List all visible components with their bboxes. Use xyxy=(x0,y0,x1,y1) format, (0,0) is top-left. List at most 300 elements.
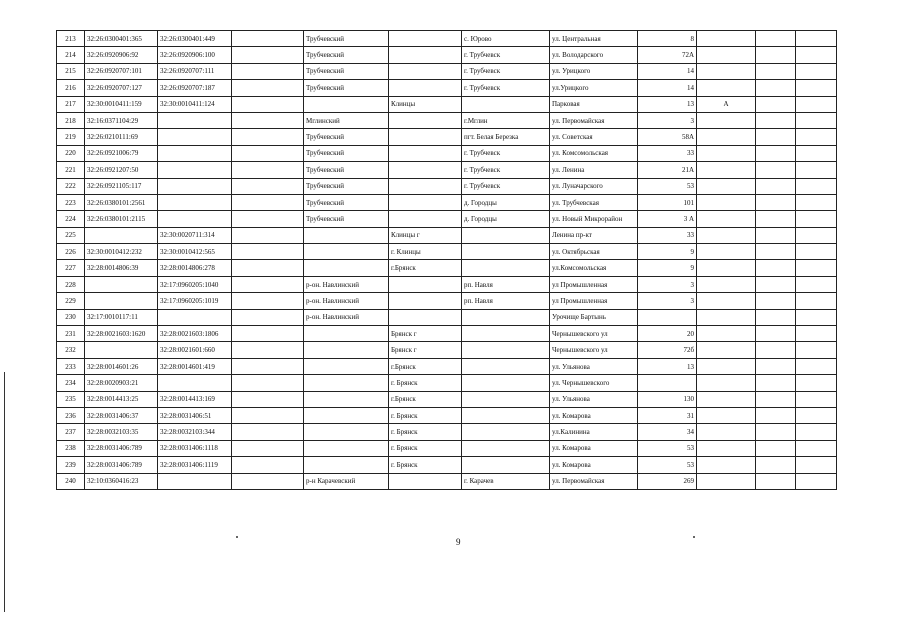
table-row xyxy=(57,227,837,243)
cell-street: ул. Комарова xyxy=(550,457,638,473)
table-row xyxy=(57,211,837,227)
table-row xyxy=(57,358,837,374)
cell-region xyxy=(232,129,304,145)
cell-row-number: 229 xyxy=(57,293,85,309)
cell-cadastral-number: 32:17:0010117:11 xyxy=(85,309,158,325)
cell-flat xyxy=(756,293,796,309)
cell-cadastral-number: 32:28:0014806:39 xyxy=(85,260,158,276)
cell-extra xyxy=(796,178,837,194)
cell-district xyxy=(304,96,389,112)
cell-settlement xyxy=(462,407,550,423)
cell-district xyxy=(304,391,389,407)
cell-cadastral-number xyxy=(85,293,158,309)
cell-cadastral-number: 32:26:0921105:117 xyxy=(85,178,158,194)
cell-building-cadastral-number xyxy=(158,112,232,128)
cell-building xyxy=(697,424,756,440)
cell-street: ул.Комсомольская xyxy=(550,260,638,276)
cell-flat xyxy=(756,96,796,112)
cell-city: г. Брянск xyxy=(389,375,462,391)
cell-district: Трубчевский xyxy=(304,194,389,210)
cell-house-number: 3 xyxy=(638,276,697,292)
cell-district: р-он. Навлинский xyxy=(304,276,389,292)
cell-district: Трубчевский xyxy=(304,162,389,178)
cell-district: Трубчевский xyxy=(304,47,389,63)
cell-extra xyxy=(796,260,837,276)
cell-house-number: 20 xyxy=(638,326,697,342)
cell-building xyxy=(697,473,756,489)
cell-row-number: 228 xyxy=(57,276,85,292)
table-row xyxy=(57,145,837,161)
cell-cadastral-number: 32:28:0032103:35 xyxy=(85,424,158,440)
cell-row-number: 224 xyxy=(57,211,85,227)
cell-house-number: 53 xyxy=(638,178,697,194)
cell-settlement: г. Трубчевск xyxy=(462,80,550,96)
cell-flat xyxy=(756,63,796,79)
cell-region xyxy=(232,178,304,194)
table-row xyxy=(57,407,837,423)
cell-building-cadastral-number xyxy=(158,194,232,210)
cell-row-number: 214 xyxy=(57,47,85,63)
cell-row-number: 220 xyxy=(57,145,85,161)
cell-cadastral-number: 32:26:0920707:101 xyxy=(85,63,158,79)
cell-building xyxy=(697,391,756,407)
cell-extra xyxy=(796,211,837,227)
cell-row-number: 216 xyxy=(57,80,85,96)
cell-region xyxy=(232,227,304,243)
cell-extra xyxy=(796,194,837,210)
cell-extra xyxy=(796,342,837,358)
cell-cadastral-number: 32:26:0920906:92 xyxy=(85,47,158,63)
cell-house-number: 3 xyxy=(638,293,697,309)
table-row xyxy=(57,80,837,96)
cell-extra xyxy=(796,293,837,309)
cell-house-number: 9 xyxy=(638,244,697,260)
cell-cadastral-number: 32:26:0921207:50 xyxy=(85,162,158,178)
cell-flat xyxy=(756,342,796,358)
cell-district xyxy=(304,260,389,276)
cell-row-number: 215 xyxy=(57,63,85,79)
scan-speck xyxy=(236,536,238,538)
cell-building-cadastral-number xyxy=(158,178,232,194)
cell-city xyxy=(389,473,462,489)
cell-house-number: 33 xyxy=(638,227,697,243)
cell-cadastral-number: 32:26:0380101:2115 xyxy=(85,211,158,227)
cell-cadastral-number xyxy=(85,342,158,358)
cell-building xyxy=(697,194,756,210)
table-row xyxy=(57,293,837,309)
table-row xyxy=(57,194,837,210)
cell-settlement xyxy=(462,424,550,440)
cell-building-cadastral-number: 32:30:0010411:124 xyxy=(158,96,232,112)
cell-city xyxy=(389,293,462,309)
cell-cadastral-number: 32:10:0360416:23 xyxy=(85,473,158,489)
table-row xyxy=(57,424,837,440)
cell-building xyxy=(697,309,756,325)
cell-building-cadastral-number: 32:26:0920707:187 xyxy=(158,80,232,96)
cell-extra xyxy=(796,457,837,473)
cell-house-number: 101 xyxy=(638,194,697,210)
cell-street: ул. Первомайская xyxy=(550,112,638,128)
cell-city: г.Брянск xyxy=(389,260,462,276)
cell-flat xyxy=(756,80,796,96)
cell-house-number: 31 xyxy=(638,407,697,423)
cell-extra xyxy=(796,47,837,63)
cell-settlement xyxy=(462,326,550,342)
cell-settlement xyxy=(462,457,550,473)
cell-extra xyxy=(796,407,837,423)
cell-row-number: 231 xyxy=(57,326,85,342)
cell-city xyxy=(389,162,462,178)
cell-building-cadastral-number: 32:28:0021601:660 xyxy=(158,342,232,358)
table-row xyxy=(57,96,837,112)
cell-flat xyxy=(756,407,796,423)
cell-settlement: с. Юрово xyxy=(462,31,550,47)
cell-building-cadastral-number: 32:28:0032103:344 xyxy=(158,424,232,440)
cell-region xyxy=(232,96,304,112)
cell-building xyxy=(697,440,756,456)
cell-building xyxy=(697,276,756,292)
cell-extra xyxy=(796,473,837,489)
cell-house-number: 13 xyxy=(638,96,697,112)
cell-row-number: 235 xyxy=(57,391,85,407)
cell-building-cadastral-number xyxy=(158,473,232,489)
cell-row-number: 225 xyxy=(57,227,85,243)
scan-edge-mark xyxy=(4,372,5,612)
cell-settlement xyxy=(462,342,550,358)
table-row xyxy=(57,129,837,145)
cell-settlement: г. Трубчевск xyxy=(462,145,550,161)
cell-street: Чернышевского ул xyxy=(550,326,638,342)
cell-region xyxy=(232,276,304,292)
cell-region xyxy=(232,309,304,325)
cell-house-number: 3 А xyxy=(638,211,697,227)
cell-row-number: 219 xyxy=(57,129,85,145)
cell-flat xyxy=(756,326,796,342)
cell-building xyxy=(697,211,756,227)
cell-street: Ленина пр-кт xyxy=(550,227,638,243)
cell-extra xyxy=(796,375,837,391)
cell-street: Урочище Бартынь xyxy=(550,309,638,325)
cell-region xyxy=(232,260,304,276)
address-register-table xyxy=(56,30,837,490)
cell-district: Трубчевский xyxy=(304,63,389,79)
cell-city: г. Брянск xyxy=(389,457,462,473)
cell-flat xyxy=(756,178,796,194)
cell-extra xyxy=(796,440,837,456)
cell-building xyxy=(697,293,756,309)
cell-region xyxy=(232,211,304,227)
cell-settlement: г. Трубчевск xyxy=(462,47,550,63)
cell-cadastral-number: 32:28:0031406:789 xyxy=(85,457,158,473)
cell-building-cadastral-number xyxy=(158,309,232,325)
cell-house-number: 53 xyxy=(638,457,697,473)
cell-extra xyxy=(796,63,837,79)
cell-street: ул.Урицкого xyxy=(550,80,638,96)
cell-building xyxy=(697,80,756,96)
cell-extra xyxy=(796,129,837,145)
cell-row-number: 237 xyxy=(57,424,85,440)
cell-cadastral-number: 32:26:0380101:2561 xyxy=(85,194,158,210)
cell-street: ул.Калинина xyxy=(550,424,638,440)
cell-building xyxy=(697,407,756,423)
table-row xyxy=(57,473,837,489)
cell-row-number: 239 xyxy=(57,457,85,473)
cell-region xyxy=(232,407,304,423)
cell-flat xyxy=(756,457,796,473)
cell-building-cadastral-number xyxy=(158,375,232,391)
cell-cadastral-number: 32:26:0300401:365 xyxy=(85,31,158,47)
cell-extra xyxy=(796,31,837,47)
cell-row-number: 240 xyxy=(57,473,85,489)
cell-flat xyxy=(756,112,796,128)
cell-street: ул. Володарского xyxy=(550,47,638,63)
cell-building-cadastral-number xyxy=(158,145,232,161)
cell-district xyxy=(304,326,389,342)
cell-building-cadastral-number: 32:26:0920906:100 xyxy=(158,47,232,63)
cell-row-number: 217 xyxy=(57,96,85,112)
cell-region xyxy=(232,473,304,489)
cell-cadastral-number xyxy=(85,227,158,243)
cell-house-number: 72А xyxy=(638,47,697,63)
cell-house-number: 8 xyxy=(638,31,697,47)
cell-house-number: 9 xyxy=(638,260,697,276)
cell-extra xyxy=(796,391,837,407)
cell-building xyxy=(697,260,756,276)
cell-extra xyxy=(796,276,837,292)
cell-cadastral-number: 32:26:0921006:79 xyxy=(85,145,158,161)
cell-street: ул. Чернышевского xyxy=(550,375,638,391)
cell-settlement xyxy=(462,358,550,374)
cell-city xyxy=(389,63,462,79)
cell-building-cadastral-number: 32:30:0020711:314 xyxy=(158,227,232,243)
cell-district: р-он. Навлинский xyxy=(304,293,389,309)
cell-settlement: г. Трубчевск xyxy=(462,178,550,194)
cell-building xyxy=(697,375,756,391)
table-row xyxy=(57,276,837,292)
cell-flat xyxy=(756,129,796,145)
cell-settlement: г. Карачев xyxy=(462,473,550,489)
cell-flat xyxy=(756,276,796,292)
cell-house-number xyxy=(638,309,697,325)
cell-district: Трубчевский xyxy=(304,145,389,161)
table-row xyxy=(57,326,837,342)
cell-region xyxy=(232,391,304,407)
cell-street: ул. Комарова xyxy=(550,440,638,456)
cell-district xyxy=(304,227,389,243)
cell-flat xyxy=(756,391,796,407)
cell-building: А xyxy=(697,96,756,112)
cell-city: г. Брянск xyxy=(389,440,462,456)
cell-city xyxy=(389,129,462,145)
cell-settlement: пгт. Белая Березка xyxy=(462,129,550,145)
cell-house-number xyxy=(638,375,697,391)
cell-building xyxy=(697,47,756,63)
page-number: 9 xyxy=(456,537,461,547)
cell-building-cadastral-number: 32:17:0960205:1040 xyxy=(158,276,232,292)
cell-street: ул. Новый Микрорайон xyxy=(550,211,638,227)
table-row xyxy=(57,63,837,79)
cell-building-cadastral-number: 32:30:0010412:565 xyxy=(158,244,232,260)
cell-settlement xyxy=(462,391,550,407)
cell-cadastral-number: 32:28:0014601:26 xyxy=(85,358,158,374)
cell-street: ул. Трубчевская xyxy=(550,194,638,210)
cell-district xyxy=(304,457,389,473)
cell-region xyxy=(232,31,304,47)
cell-region xyxy=(232,63,304,79)
cell-building-cadastral-number: 32:28:0014601:419 xyxy=(158,358,232,374)
cell-building xyxy=(697,244,756,260)
cell-district xyxy=(304,375,389,391)
cell-district xyxy=(304,440,389,456)
cell-flat xyxy=(756,358,796,374)
cell-city xyxy=(389,309,462,325)
cell-street: ул. Советская xyxy=(550,129,638,145)
cell-district xyxy=(304,244,389,260)
cell-city: Клинцы xyxy=(389,96,462,112)
cell-flat xyxy=(756,145,796,161)
table-row xyxy=(57,309,837,325)
cell-building-cadastral-number: 32:28:0014806:278 xyxy=(158,260,232,276)
cell-row-number: 238 xyxy=(57,440,85,456)
cell-house-number: 13 xyxy=(638,358,697,374)
cell-house-number: 53 xyxy=(638,440,697,456)
table-row xyxy=(57,47,837,63)
cell-building-cadastral-number: 32:28:0031406:51 xyxy=(158,407,232,423)
cell-region xyxy=(232,358,304,374)
cell-row-number: 236 xyxy=(57,407,85,423)
table-row xyxy=(57,391,837,407)
cell-building xyxy=(697,178,756,194)
cell-district: Трубчевский xyxy=(304,129,389,145)
cell-street: ул. Первомайская xyxy=(550,473,638,489)
cell-house-number: 58А xyxy=(638,129,697,145)
cell-building-cadastral-number xyxy=(158,211,232,227)
cell-extra xyxy=(796,309,837,325)
cell-street: ул Промышленная xyxy=(550,276,638,292)
cell-street: ул. Луначарского xyxy=(550,178,638,194)
cell-cadastral-number: 32:28:0020903:21 xyxy=(85,375,158,391)
table-row xyxy=(57,112,837,128)
cell-city xyxy=(389,47,462,63)
cell-region xyxy=(232,457,304,473)
cell-row-number: 222 xyxy=(57,178,85,194)
cell-flat xyxy=(756,424,796,440)
cell-city xyxy=(389,112,462,128)
table-row xyxy=(57,178,837,194)
cell-cadastral-number: 32:26:0920707:127 xyxy=(85,80,158,96)
cell-row-number: 213 xyxy=(57,31,85,47)
cell-flat xyxy=(756,440,796,456)
cell-district xyxy=(304,358,389,374)
cell-region xyxy=(232,244,304,260)
cell-extra xyxy=(796,358,837,374)
cell-extra xyxy=(796,326,837,342)
cell-street: ул. Комарова xyxy=(550,407,638,423)
cell-region xyxy=(232,326,304,342)
cell-building xyxy=(697,326,756,342)
cell-row-number: 234 xyxy=(57,375,85,391)
cell-building xyxy=(697,145,756,161)
cell-house-number: 269 xyxy=(638,473,697,489)
cell-house-number: 14 xyxy=(638,63,697,79)
cell-house-number: 21А xyxy=(638,162,697,178)
cell-settlement: рп. Навля xyxy=(462,276,550,292)
cell-settlement: г.Мглин xyxy=(462,112,550,128)
cell-settlement xyxy=(462,440,550,456)
cell-cadastral-number: 32:30:0010412:232 xyxy=(85,244,158,260)
cell-district xyxy=(304,424,389,440)
cell-building xyxy=(697,358,756,374)
cell-district: р-н Карачевский xyxy=(304,473,389,489)
table-row xyxy=(57,440,837,456)
cell-street: ул. Ленина xyxy=(550,162,638,178)
cell-row-number: 221 xyxy=(57,162,85,178)
table-row xyxy=(57,342,837,358)
cell-city xyxy=(389,211,462,227)
cell-flat xyxy=(756,194,796,210)
cell-street: ул. Урицкого xyxy=(550,63,638,79)
cell-region xyxy=(232,47,304,63)
cell-flat xyxy=(756,473,796,489)
cell-city xyxy=(389,31,462,47)
cell-building-cadastral-number: 32:26:0300401:449 xyxy=(158,31,232,47)
cell-building xyxy=(697,457,756,473)
cell-flat xyxy=(756,47,796,63)
cell-house-number: 14 xyxy=(638,80,697,96)
cell-building-cadastral-number: 32:28:0021603:1806 xyxy=(158,326,232,342)
cell-street: ул. Комсомольская xyxy=(550,145,638,161)
cell-flat xyxy=(756,162,796,178)
cell-building xyxy=(697,112,756,128)
cell-flat xyxy=(756,227,796,243)
cell-city xyxy=(389,80,462,96)
cell-settlement xyxy=(462,244,550,260)
cell-row-number: 232 xyxy=(57,342,85,358)
scan-speck xyxy=(693,536,695,538)
cell-building xyxy=(697,31,756,47)
cell-city xyxy=(389,194,462,210)
cell-extra xyxy=(796,96,837,112)
cell-house-number: 130 xyxy=(638,391,697,407)
cell-street: ул. Ульянова xyxy=(550,358,638,374)
cell-flat xyxy=(756,309,796,325)
cell-row-number: 218 xyxy=(57,112,85,128)
cell-cadastral-number xyxy=(85,276,158,292)
cell-city xyxy=(389,178,462,194)
cell-extra xyxy=(796,145,837,161)
cell-extra xyxy=(796,424,837,440)
cell-street: Чернышевского ул xyxy=(550,342,638,358)
cell-district xyxy=(304,407,389,423)
cell-house-number: 33 xyxy=(638,145,697,161)
cell-settlement: г. Трубчевск xyxy=(462,63,550,79)
cell-building-cadastral-number xyxy=(158,129,232,145)
cell-settlement xyxy=(462,260,550,276)
cell-house-number: 3 xyxy=(638,112,697,128)
cell-building xyxy=(697,129,756,145)
cell-settlement xyxy=(462,96,550,112)
cell-city xyxy=(389,276,462,292)
table-row xyxy=(57,457,837,473)
cell-flat xyxy=(756,375,796,391)
cell-building-cadastral-number: 32:28:0014413:169 xyxy=(158,391,232,407)
cell-city: г.Брянск xyxy=(389,358,462,374)
cell-building-cadastral-number: 32:28:0031406:1119 xyxy=(158,457,232,473)
cell-extra xyxy=(796,227,837,243)
cell-region xyxy=(232,112,304,128)
cell-city xyxy=(389,145,462,161)
cell-region xyxy=(232,80,304,96)
